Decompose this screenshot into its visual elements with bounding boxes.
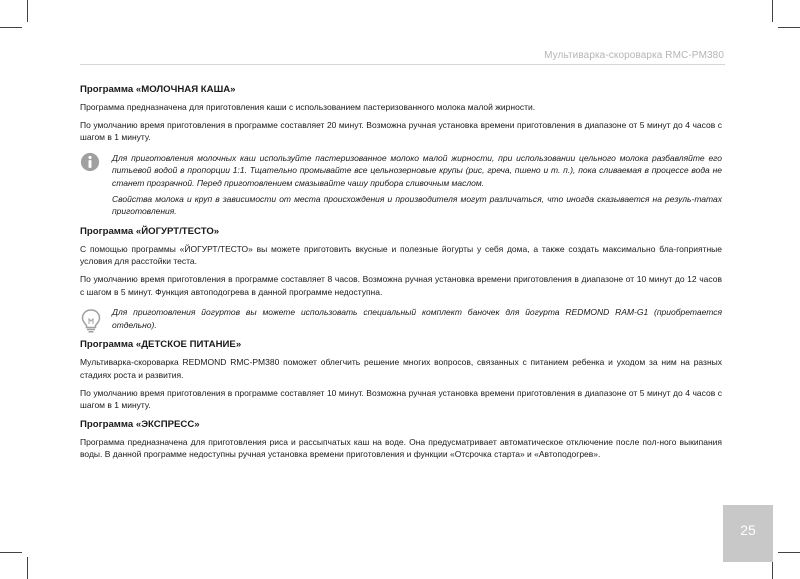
section-heading: Программа «ДЕТСКОЕ ПИТАНИЕ» [80,339,242,351]
page-number: 25 [740,522,756,538]
paragraph: По умолчанию время приготовления в программе составляет 20 минут. Возможна ручная установка времени приготовления в диапазоне от 5 минут до 4 часов с шагом в 1 минуту. [80,119,722,143]
crop-mark [27,0,28,22]
section-heading: Программа «ЙОГУРТ/ТЕСТО» [80,225,220,237]
crop-mark [772,0,773,22]
section-heading: Программа «ЭКСПРЕСС» [80,418,200,430]
section-baby-food [80,339,722,411]
info-icon [80,152,100,172]
crop-mark [27,557,28,579]
note-text: Свойства молока и круп в зависимости от места происхождения и производителя могут различаться, что иногда сказывается на резуль-татах приготовления. [112,193,722,217]
lightbulb-icon [80,308,102,334]
tip-note [80,306,722,331]
section-milk-porridge [80,84,722,218]
info-note [80,152,722,218]
running-title: Мультиварка-скороварка RMC-PM380 [544,50,724,61]
page-number-box [723,505,773,562]
paragraph: Мультиварка-скороварка REDMOND RMC-PM380 поможет облегчить решение многих вопросов, связанных с питанием ребенка и уходом за ним на разных стадиях роста и развития. [80,357,722,380]
note-text: Для приготовления йогуртов вы можете использовать специальный комплект баночек для йогурта REDMOND RAM-G1 (приобретается отдельно). [112,307,722,330]
section-express [80,419,722,461]
page-content [80,84,722,468]
crop-mark [778,552,800,553]
crop-mark [0,552,22,553]
paragraph: По умолчанию время приготовления в программе составляет 8 часов. Возможна ручная установка времени приготовления в диапазоне от 10 минут до 12 часов с шагом в 5 минут. Функция автоподогрева в данной программе недоступна. [80,273,722,297]
section-heading: Программа «МОЛОЧНАЯ КАША» [80,84,236,95]
paragraph: С помощью программы «ЙОГУРТ/ТЕСТО» вы можете приготовить вкусные и полезные йогурты у себя дома, а также создать максимально бла-гоприятные условия для расстойки теста. [80,243,722,267]
paragraph: Программа предназначена для приготовления каши с использованием пастеризованного молока малой жирности. [80,102,536,112]
crop-mark [778,27,800,28]
section-yogurt-dough [80,226,722,332]
crop-mark [0,27,22,28]
paragraph: Программа предназначена для приготовления риса и рассыпчатых каш на воде. Она предусматривает автоматическое отключение после пол-ного выкипания воды. В данной программе недоступны ручная установка времени приготовления и функции «Отсрочка старта» и «Автоподогрев». [80,436,722,460]
paragraph: По умолчанию время приготовления в программе составляет 10 минут. Возможна ручная установка времени приготовления в диапазоне от 5 минут до 4 часов с шагом в 1 минуту. [80,387,722,411]
header-divider [80,64,725,65]
note-text: Для приготовления молочных каш используйте пастеризованное молоко малой жирности, при использовании цельного молока разбавляйте его питьевой водой в пропорции 1:1. Тщательно промывайте все цельнозерновые крупы (рис, греча, пшено и т. п.), пока сливаемая в процессе вода не станет прозрачной. Перед приготовлением смазывайте чашу прибора сливочным маслом. [112,152,722,188]
